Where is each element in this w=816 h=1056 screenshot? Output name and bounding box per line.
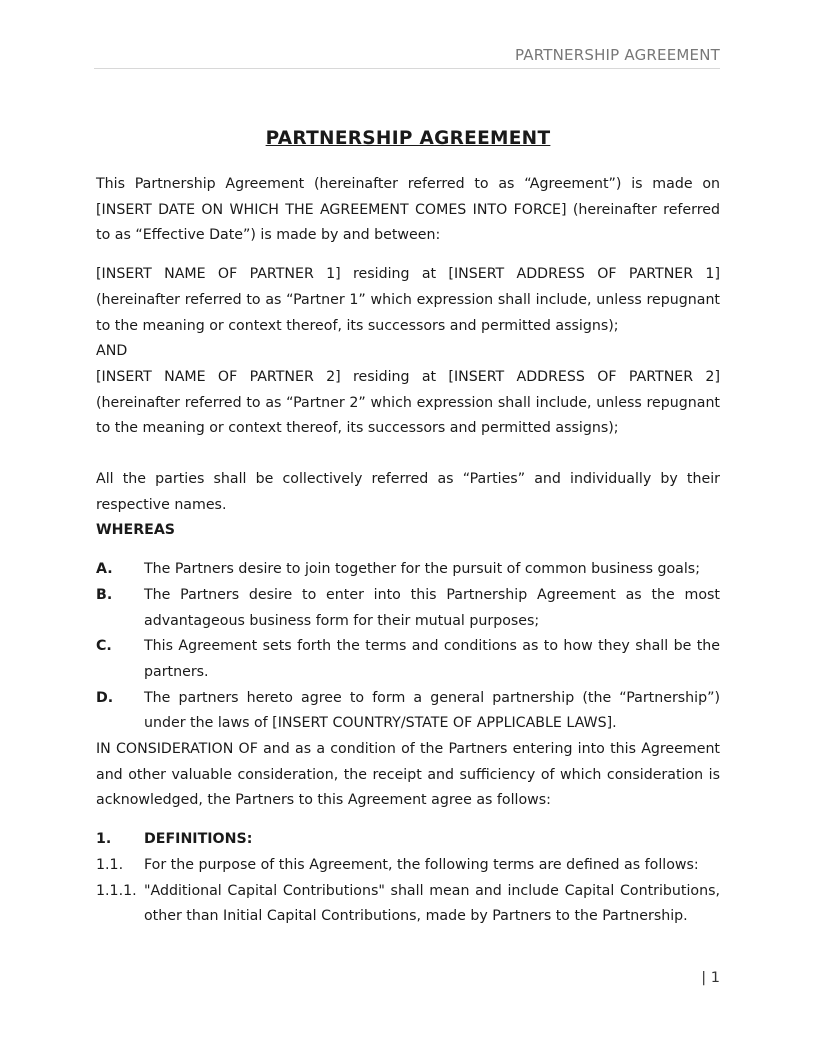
recital-text: The partners hereto agree to form a general partnership (the “Partnership”) under the laws of [INSERT COUNTRY/STATE OF APPLICABLE LAWS]. xyxy=(144,689,720,732)
recital-text: This Agreement sets forth the terms and conditions as to how they shall be the partners. xyxy=(144,638,720,680)
recital-item xyxy=(96,634,720,685)
and-label: AND xyxy=(96,343,128,360)
section-1-heading xyxy=(96,827,720,853)
recital-label: D. xyxy=(96,689,114,706)
clause-number: 1.1. xyxy=(96,856,124,873)
document-title: PARTNERSHIP AGREEMENT xyxy=(265,128,551,149)
recital-item xyxy=(96,686,720,737)
document-body xyxy=(96,172,720,930)
page-number: | 1 xyxy=(701,970,720,986)
recital-label: A. xyxy=(96,561,113,578)
clause-1-1-1 xyxy=(96,879,720,930)
section-title: DEFINITIONS: xyxy=(144,831,253,848)
recital-text: The Partners desire to join together for the pursuit of common business goals; xyxy=(144,561,700,578)
clause-1-1 xyxy=(96,853,720,879)
parties-paragraph: All the parties shall be collectively referred as “Parties” and individually by their respective names. xyxy=(96,471,720,513)
recital-label: C. xyxy=(96,638,112,655)
recital-label: B. xyxy=(96,586,113,603)
section-number: 1. xyxy=(96,831,112,848)
clause-text: For the purpose of this Agreement, the following terms are defined as follows: xyxy=(144,856,699,873)
intro-paragraph: This Partnership Agreement (hereinafter referred to as “Agreement”) is made on [INSERT DATE ON WHICH THE AGREEMENT COMES INTO FORCE] (hereinafter referred to as “Effective Date”) is made by and between: xyxy=(96,176,720,244)
clause-number: 1.1.1. xyxy=(96,882,137,899)
recital-item xyxy=(96,557,720,583)
running-header: PARTNERSHIP AGREEMENT xyxy=(94,46,720,69)
recital-item xyxy=(96,583,720,634)
clause-text: "Additional Capital Contributions" shall mean and include Capital Contributions, other than Initial Capital Contributions, made by Partners to the Partnership. xyxy=(144,882,720,925)
partner-1-paragraph: [INSERT NAME OF PARTNER 1] residing at [INSERT ADDRESS OF PARTNER 1] (hereinafter referred to as “Partner 1” which expression shall include, unless repugnant to the meaning or context thereof, its successors and permitted assigns); xyxy=(96,266,720,334)
whereas-heading: WHEREAS xyxy=(96,522,176,539)
consideration-paragraph: IN CONSIDERATION OF and as a condition of the Partners entering into this Agreement and other valuable consideration, the receipt and sufficiency of which consideration is acknowledged, the Partners to this Agreement agree as follows: xyxy=(96,741,720,809)
recital-text: The Partners desire to enter into this Partnership Agreement as the most advantageous business form for their mutual purposes; xyxy=(144,586,720,629)
partner-2-paragraph: [INSERT NAME OF PARTNER 2] residing at [INSERT ADDRESS OF PARTNER 2] (hereinafter referred to as “Partner 2” which expression shall include, unless repugnant to the meaning or context thereof, its successors and permitted assigns); xyxy=(96,368,720,437)
